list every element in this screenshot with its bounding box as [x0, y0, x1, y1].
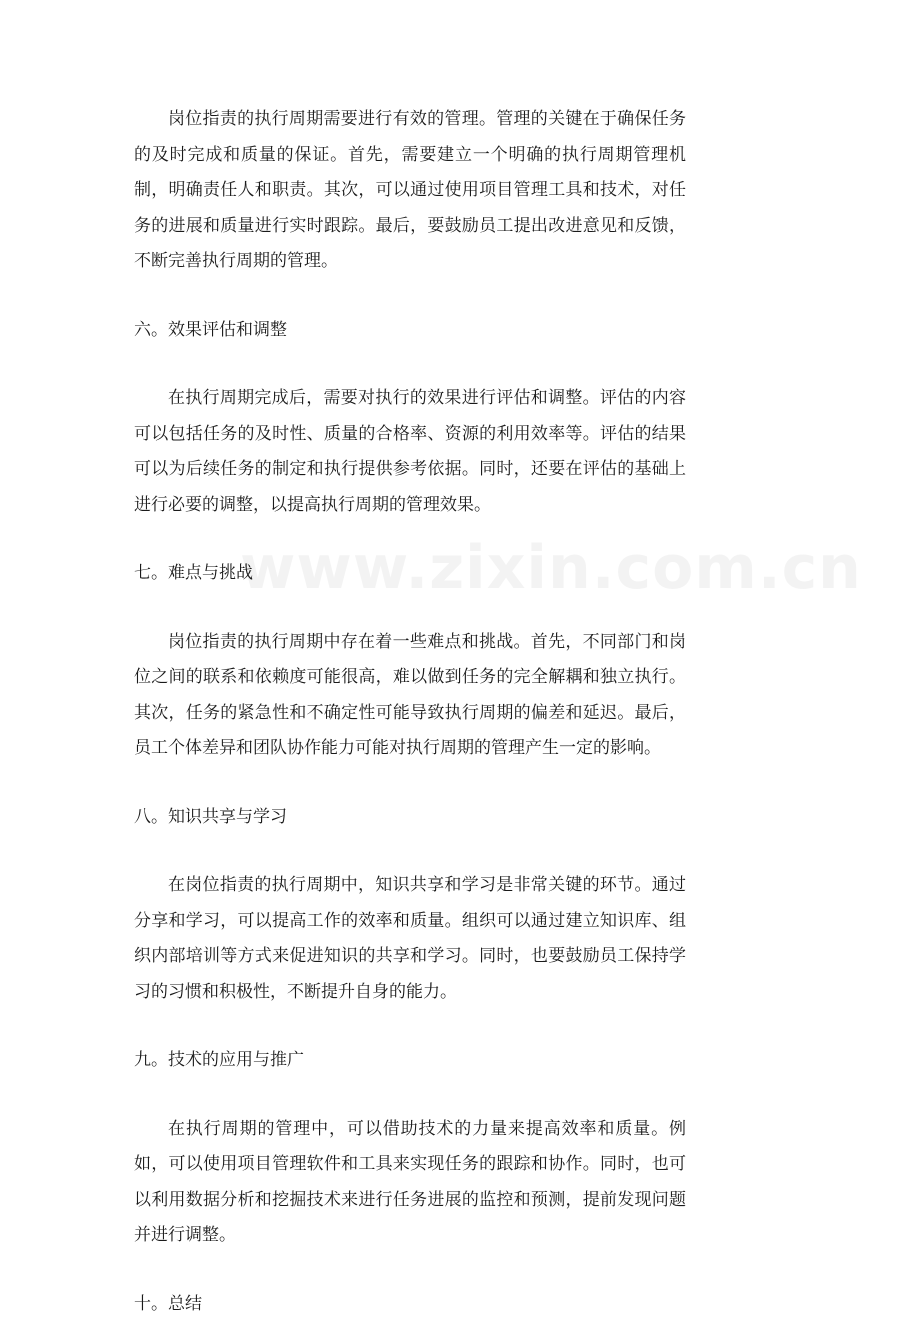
paragraph-evaluation: 在执行周期完成后，需要对执行的效果进行评估和调整。评估的内容可以包括任务的及时性、质量的合格率、资源的利用效率等。评估的结果可以为后续任务的制定和执行提供参考依据。同时，还要在评估的基础上进行必要的调整，以提高执行周期的管理效果。: [134, 381, 686, 523]
section-heading-8: 八。知识共享与学习: [134, 800, 686, 836]
section-heading-6: 六。效果评估和调整: [134, 313, 686, 349]
paragraph-knowledge-sharing: 在岗位指责的执行周期中，知识共享和学习是非常关键的环节。通过分享和学习，可以提高工作的效率和质量。组织可以通过建立知识库、组织内部培训等方式来促进知识的共享和学习。同时，也要鼓励员工保持学习的习惯和积极性，不断提升自身的能力。: [134, 868, 686, 1010]
paragraph-challenges: 岗位指责的执行周期中存在着一些难点和挑战。首先，不同部门和岗位之间的联系和依赖度可能很高，难以做到任务的完全解耦和独立执行。其次，任务的紧急性和不确定性可能导致执行周期的偏差和延迟。最后，员工个体差异和团队协作能力可能对执行周期的管理产生一定的影响。: [134, 625, 686, 767]
section-heading-10: 十。总结: [134, 1287, 686, 1322]
watermark-text: www.zixin.com.cn: [240, 533, 700, 603]
section-heading-9: 九。技术的应用与推广: [134, 1043, 686, 1079]
paragraph-technology: 在执行周期的管理中，可以借助技术的力量来提高效率和质量。例如，可以使用项目管理软件和工具来实现任务的跟踪和协作。同时，也可以利用数据分析和挖掘技术来进行任务进展的监控和预测，提前发现问题并进行调整。: [134, 1112, 686, 1254]
document-body: [134, 102, 686, 1322]
paragraph-cycle-management: 岗位指责的执行周期需要进行有效的管理。管理的关键在于确保任务的及时完成和质量的保证。首先，需要建立一个明确的执行周期管理机制，明确责任人和职责。其次，可以通过使用项目管理工具和技术，对任务的进展和质量进行实时跟踪。最后，要鼓励员工提出改进意见和反馈，不断完善执行周期的管理。: [134, 102, 686, 280]
section-heading-7: 七。难点与挑战: [134, 556, 686, 592]
